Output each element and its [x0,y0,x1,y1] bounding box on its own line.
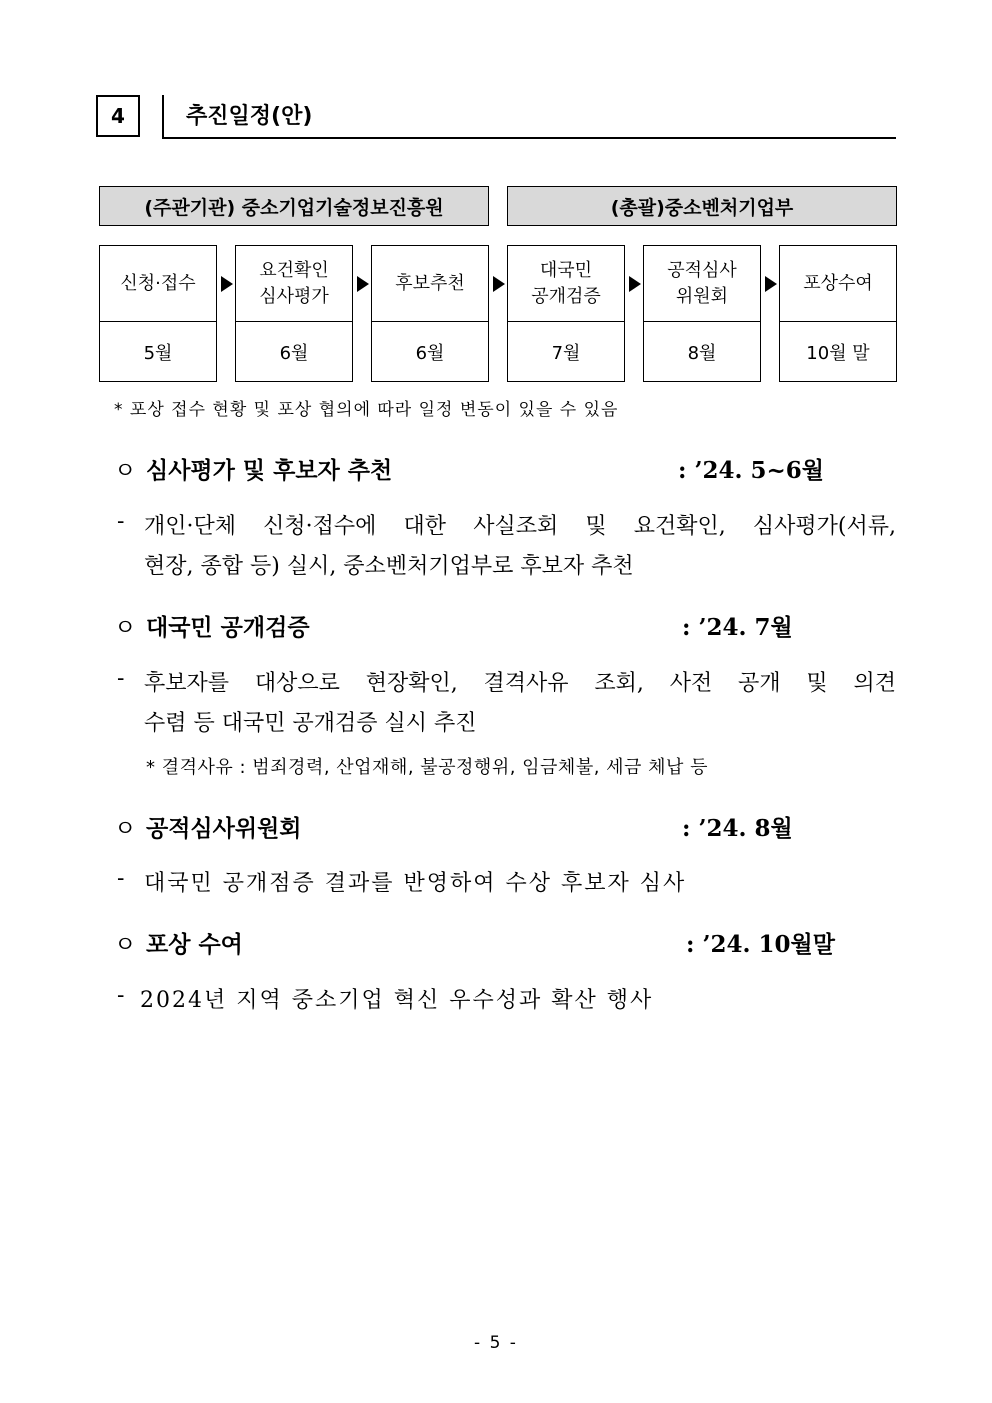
bullet-mark: ㅇ [114,816,137,842]
detail-line: 현장, 종합 등) 실시, 중소벤처기업부로 후보자 추천 [144,554,634,579]
bullet-date: : ’24. 5~6월 [678,457,825,484]
bullet-mark: ㅇ [114,932,137,958]
bullet-date: : ’24. 7월 [682,614,793,641]
org-box-ministry: (총괄)중소벤처기업부 [507,186,897,226]
detail-line: 개인·단체 신청·접수에 대한 사실조회 및 요건확인, 심사평가(서류, [144,514,896,539]
arrow-right-icon [221,276,233,292]
step-month: 7월 [551,342,581,364]
bullet-mark: ㅇ [114,615,137,641]
detail-line: 후보자를 대상으로 현장확인, 결격사유 조회, 사전 공개 및 의견 [144,671,896,696]
bullet-heading [114,609,310,642]
step-month: 10월 말 [806,342,870,364]
bullet-date: : ’24. 8월 [682,815,793,842]
step-month: 8월 [687,342,717,364]
dash-mark: - [117,666,125,691]
step-box-award [779,245,897,382]
step-month: 5월 [143,342,173,364]
step-month: 6월 [415,342,445,364]
bullet-heading [114,926,243,959]
bullet-title: 공적심사위원회 [146,815,302,842]
section-divider [162,95,164,139]
dash-mark: - [117,983,125,1008]
bullet-title: 포상 수여 [146,931,243,958]
section-number: 4 [96,95,140,137]
step-label: 후보추천 [372,246,488,322]
step-box-review [235,245,353,382]
detail-line: 대국민 공개점증 결과를 반영하여 수상 후보자 심사 [144,871,687,896]
step-label: 포상수여 [780,246,896,322]
bullet-heading [114,452,392,485]
arrow-right-icon [629,276,641,292]
dash-mark: - [117,866,125,891]
step-label: 신청·접수 [100,246,216,322]
arrow-right-icon [493,276,505,292]
bullet-mark: ㅇ [114,458,137,484]
section-underline [162,137,896,139]
bullet-date: : ’24. 10월말 [686,931,835,958]
step-label: 요건확인 심사평가 [236,246,352,322]
step-box-merit-committee [643,245,761,382]
step-box-recommendation [371,245,489,382]
step-label: 공적심사 위원회 [644,246,760,322]
arrow-right-icon [357,276,369,292]
bullet-title: 대국민 공개검증 [146,614,310,641]
detail-line: 2024년 지역 중소기업 혁신 우수성과 확산 행사 [140,988,654,1013]
detail-line: 수렴 등 대국민 공개검증 실시 추진 [144,711,477,736]
dash-mark: - [117,509,125,534]
org-box-lead-agency: (주관기관) 중소기업기술정보진흥원 [99,186,489,226]
arrow-right-icon [765,276,777,292]
page-number: - 5 - [474,1333,518,1353]
step-box-application [99,245,217,382]
disqualification-note: * 결격사유 : 범죄경력, 산업재해, 불공정행위, 임금체불, 세금 체납 등 [146,757,709,778]
step-month: 6월 [279,342,309,364]
bullet-title: 심사평가 및 후보자 추천 [146,457,393,484]
section-title: 추진일정(안) [186,104,313,129]
step-box-public-verification [507,245,625,382]
schedule-note: * 포상 접수 현황 및 포상 협의에 따라 일정 변동이 있을 수 있음 [114,400,619,420]
step-label: 대국민 공개검증 [508,246,624,322]
bullet-heading [114,810,302,843]
